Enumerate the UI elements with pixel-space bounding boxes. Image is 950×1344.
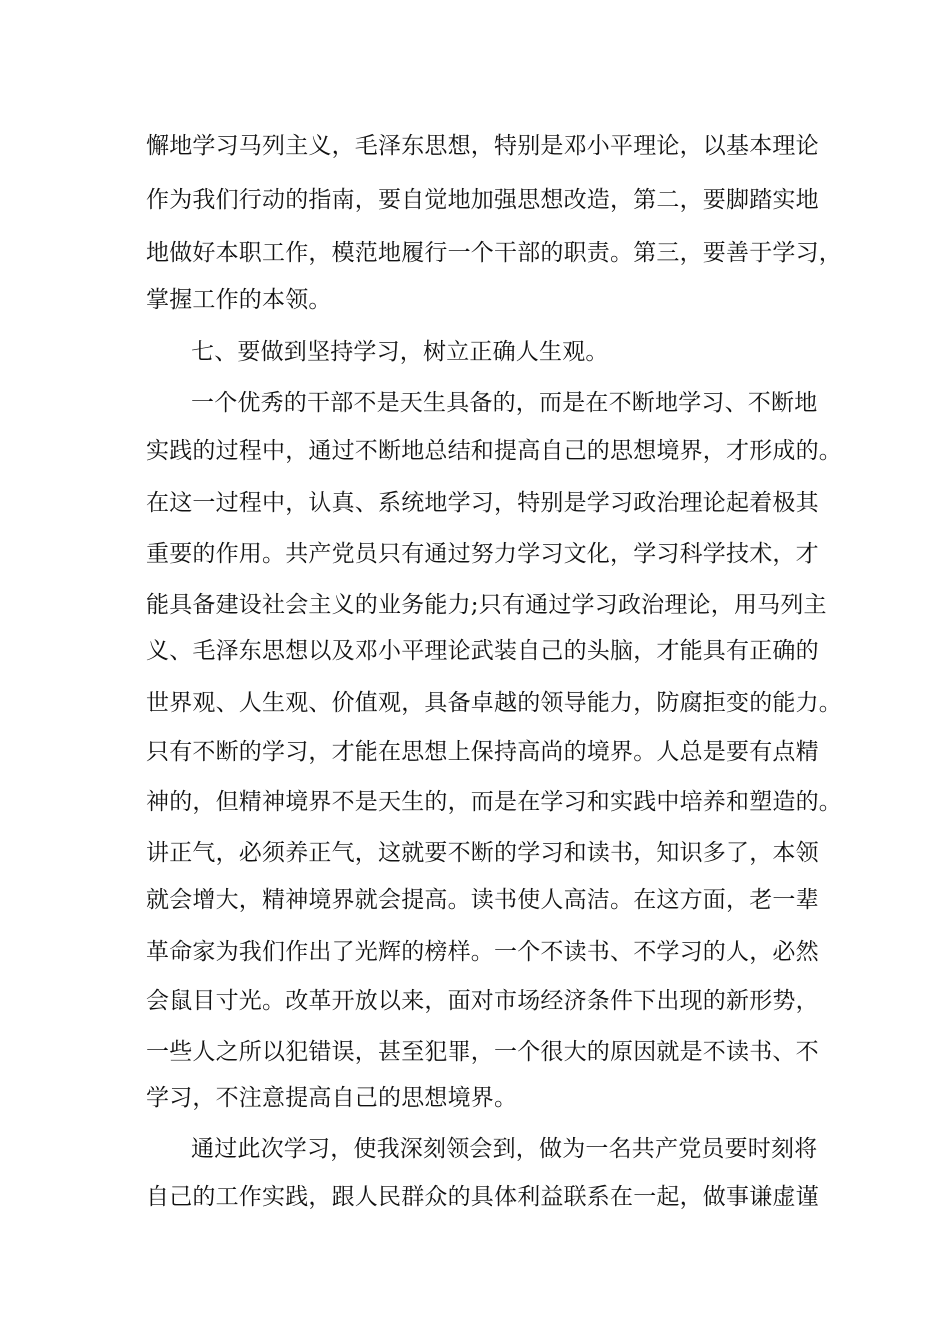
- text-line: 地做好本职工作，模范地履行一个干部的职责。第三，要善于学习，: [146, 240, 842, 266]
- text-line: 在这一过程中，认真、系统地学习，特别是学习政治理论起着极其: [146, 490, 819, 516]
- text-line: 就会增大，精神境界就会提高。读书使人高洁。在这方面，老一辈: [146, 887, 819, 913]
- text-line: 掌握工作的本领。: [146, 287, 332, 313]
- section-heading: 七、要做到坚持学习，树立正确人生观。: [191, 339, 609, 365]
- text-line: 只有不断的学习，才能在思想上保持高尚的境界。人总是要有点精: [146, 739, 819, 765]
- text-line: 自己的工作实践，跟人民群众的具体利益联系在一起，做事谦虚谨: [146, 1184, 819, 1210]
- text-line: 会鼠目寸光。改革开放以来，面对市场经济条件下出现的新形势，: [146, 988, 819, 1014]
- text-line: 实践的过程中，通过不断地总结和提高自己的思想境界，才形成的。: [146, 438, 842, 464]
- text-line: 作为我们行动的指南，要自觉地加强思想改造，第二，要脚踏实地: [146, 187, 819, 213]
- text-line: 讲正气，必须养正气，这就要不断的学习和读书，知识多了，本领: [146, 840, 819, 866]
- text-line: 革命家为我们作出了光辉的榜样。一个不读书、不学习的人，必然: [146, 939, 819, 965]
- paragraph-start: 通过此次学习，使我深刻领会到，做为一名共产党员要时刻将: [191, 1136, 818, 1162]
- text-line: 重要的作用。共产党员只有通过努力学习文化，学习科学技术，才: [146, 541, 819, 567]
- text-line: 学习，不注意提高自己的思想境界。: [146, 1085, 518, 1111]
- text-line: 能具备建设社会主义的业务能力;只有通过学习政治理论，用马列主: [146, 592, 827, 618]
- text-line: 神的，但精神境界不是天生的，而是在学习和实践中培养和塑造的。: [146, 789, 842, 815]
- text-line: 懈地学习马列主义，毛泽东思想，特别是邓小平理论，以基本理论: [146, 133, 819, 159]
- text-line: 世界观、人生观、价值观，具备卓越的领导能力，防腐拒变的能力。: [146, 690, 842, 716]
- text-line: 义、毛泽东思想以及邓小平理论武装自己的头脑，才能具有正确的: [146, 638, 819, 664]
- text-line: 一些人之所以犯错误，甚至犯罪，一个很大的原因就是不读书、不: [146, 1039, 819, 1065]
- paragraph-start: 一个优秀的干部不是天生具备的，而是在不断地学习、不断地: [191, 390, 818, 416]
